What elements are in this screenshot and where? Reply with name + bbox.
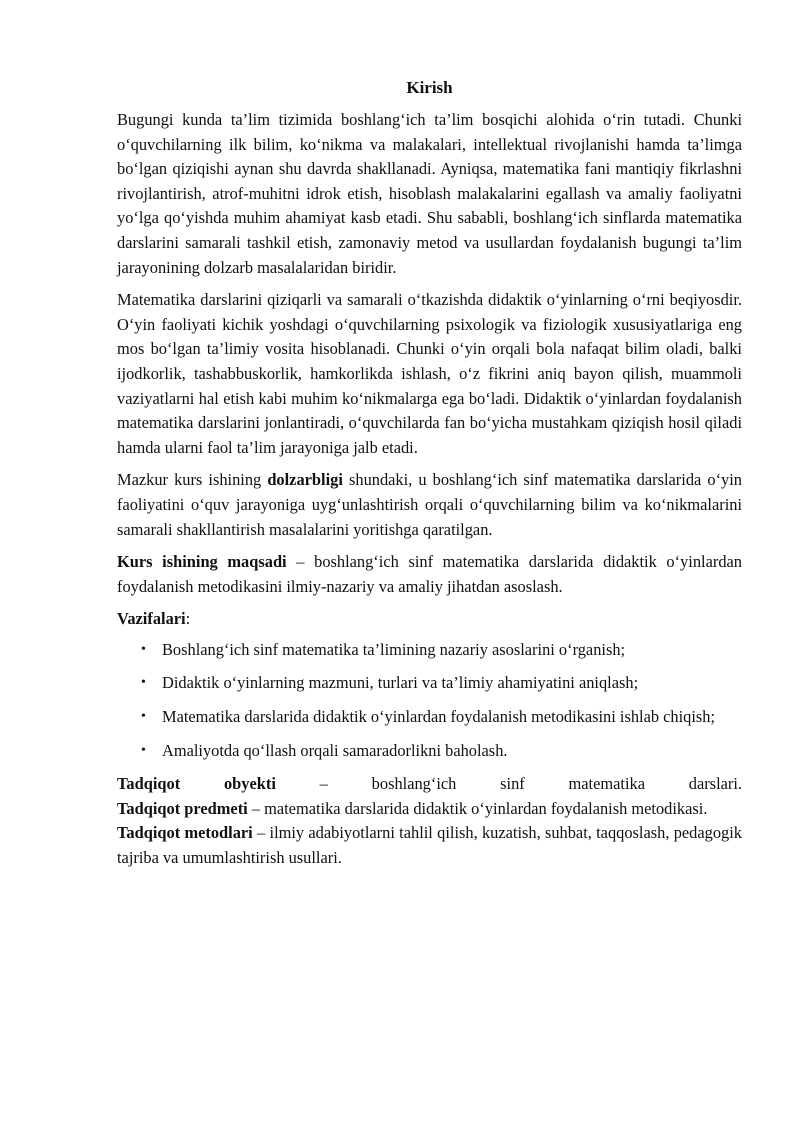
goal-text: – boshlang‘ich sinf matematika darslarida didaktik o‘yinlardan foydalanish metodikasini ilmiy-nazariy va amaliy jihatdan asoslash.	[117, 552, 742, 596]
page-title: Kirish	[406, 78, 453, 97]
tasks-heading-label: Vazifalari	[117, 609, 186, 629]
research-object-text: – boshlang‘ich sinf matematika darslari.	[275, 774, 743, 794]
tasks-heading	[117, 607, 742, 632]
intro-paragraph-2: Matematika darslarini qiziqarli va samarali o‘tkazishda didaktik o‘yinlarning o‘rni beqiyosdir. O‘yin faoliyati kichik yoshdagi o‘quvchilarning psixologik va fiziologik xususiyatlariga eng mos bo‘lgan ta’limiy vosita hisoblanadi. Chunki o‘yin orqali bola nafaqat bilim oladi, balki ijodkorlik, tashabbuskorlik, hamkorlikda ishlash, o‘z fikrini aniq bayon qilish, muammoli vaziyatlarni hal etish kabi muhim ko‘nikmalarga ega bo‘ladi. Didaktik o‘yinlardan foydalanish matematika darslarini jonlantiradi, o‘quvchilarda fan bo‘yicha mustahkam qiziqish hosil qiladi hamda ularni faol ta’lim jarayoniga jalb etadi.	[117, 290, 742, 457]
research-subject-text: – matematika darslarida didaktik o‘yinlardan foydalanish metodikasi.	[247, 798, 708, 818]
list-item: • Boshlang‘ich sinf matematika ta’limining nazariy asoslarini o‘rganish;	[162, 638, 742, 663]
relevance-term: dolzarbligi	[267, 470, 343, 490]
research-object	[117, 772, 742, 797]
list-item: • Amaliyotda qo‘llash orqali samaradorlikni baholash.	[162, 739, 742, 764]
research-subject	[117, 797, 742, 822]
list-item: • Matematika darslarida didaktik o‘yinlardan foydalanish metodikasini ishlab chiqish;	[162, 705, 742, 730]
relevance-text-start: Mazkur kurs ishining	[117, 470, 268, 490]
relevance-paragraph	[117, 468, 742, 542]
research-object-term: Tadqiqot obyekti	[117, 774, 276, 794]
research-methods	[117, 821, 742, 870]
goal-term: Kurs ishining maqsadi	[117, 552, 287, 572]
research-methods-text: – ilmiy adabiyotlarni tahlil qilish, kuzatish, suhbat, taqqoslash, pedagogik tajriba va umumlashtirish usullari.	[117, 823, 742, 868]
intro-paragraph-1: Bugungi kunda ta’lim tizimida boshlang‘ich ta’lim bosqichi alohida o‘rin tutadi. Chunki o‘quvchilarning ilk bilim, ko‘nikma va malakalari, intellektual rivojlanishi hamda ta’limga bo‘lgan qiziqishi aynan shu davrda shakllanadi. Ayniqsa, matematika fani mantiqiy fikrlashni rivojlantirish, atrof-muhitni idrok etish, hisoblash malakalarini egallash va amaliy faoliyatni yo‘lga qo‘yishda muhim ahamiyat kasb etadi. Shu sababli, boshlang‘ich sinflarda matematika darslarini samarali tashkil etish, zamonaviy metod va usullardan foydalanish bugungi ta’lim jarayonining dolzarb masalalaridan biridir.	[117, 110, 742, 277]
goal-paragraph	[117, 550, 742, 599]
tasks-heading-colon: :	[185, 609, 191, 629]
research-methods-term: Tadqiqot metodlari	[117, 823, 253, 843]
tasks-list	[117, 638, 742, 763]
relevance-text-end: shundaki, u boshlang‘ich sinf matematika darslarida o‘yin faoliyatini o‘quv jarayoniga uyg‘unlashtirish orqali o‘quvchilarning bilim va ko‘nikmalarini samarali shakllantirish masalalarini yoritishga qaratilgan.	[117, 470, 742, 539]
list-item: • Didaktik o‘yinlarning mazmuni, turlari va ta’limiy ahamiyatini aniqlash;	[162, 671, 742, 696]
research-definitions	[117, 772, 742, 870]
research-subject-term: Tadqiqot predmeti	[117, 798, 248, 818]
